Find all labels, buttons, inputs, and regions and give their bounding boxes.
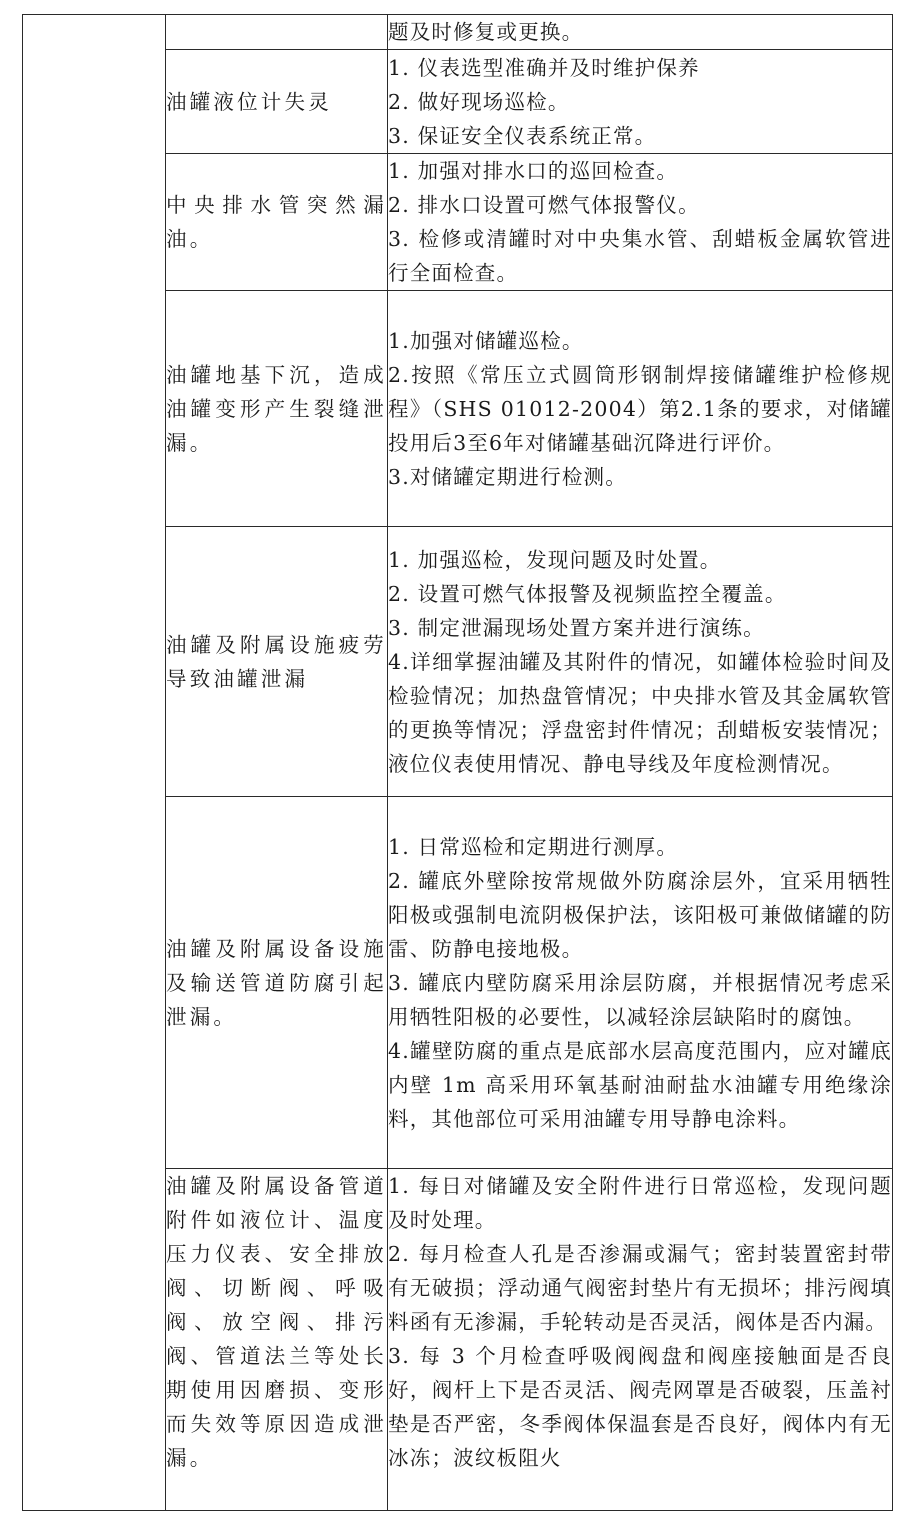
measure-item: 3. 每 3 个月检查呼吸阀阀盘和阀座接触面是否良好，阀杆上下是否灵活、阀壳网罩是否破裂，压盖衬垫是否严密，冬季阀体保温套是否良好，阀体内有无冰冻；波纹板阻火 — [388, 1344, 892, 1470]
measure-item: 4.详细掌握油罐及其附件的情况，如罐体检验时间及检验情况；加热盘管情况；中央排水管及其金属软管的更换等情况；浮盘密封件情况；刮蜡板安装情况；液位仪表使用情况、静电导线及年度检测情况。 — [388, 649, 892, 776]
measure-item: 1.加强对储罐巡检。 — [388, 328, 584, 353]
measures-cell — [388, 154, 893, 291]
measure-item: 2. 罐底外壁除按常规做外防腐涂层外，宜采用牺牲阳极或强制电流阴极保护法，该阳极可兼做储罐的防雷、防静电接地极。 — [388, 868, 892, 961]
cause-cell: 中央排水管突然漏油。 — [166, 154, 388, 291]
cause-cell: 油罐液位计失灵 — [166, 50, 388, 154]
measures-cell — [388, 15, 893, 50]
measure-item: 2.按照《常压立式圆筒形钢制焊接储罐维护检修规程》（SHS 01012-2004）第2.1条的要求，对储罐投用后3至6年对储罐基础沉降进行评价。 — [388, 362, 892, 455]
measure-item: 2. 做好现场巡检。 — [388, 89, 570, 114]
measures-cell — [388, 1169, 893, 1511]
measure-item: 2. 设置可燃气体报警及视频监控全覆盖。 — [388, 581, 787, 606]
cause-cell: 油罐及附属设备管道附件如液位计、温度压力仪表、安全排放阀、切断阀、呼吸阀、放空阀、排污阀、管道法兰等处长期使用因磨损、变形而失效等原因造成泄漏。 — [166, 1169, 388, 1511]
measure-item: 4.罐壁防腐的重点是底部水层高度范围内，应对罐底内壁 1m 高采用环氧基耐油耐盐水油罐专用绝缘涂料，其他部位可采用油罐专用导静电涂料。 — [388, 1038, 892, 1131]
cause-cell: 油罐地基下沉，造成油罐变形产生裂缝泄漏。 — [166, 291, 388, 527]
measure-item: 3. 保证安全仪表系统正常。 — [388, 123, 657, 148]
cause-cell: 油罐及附属设施疲劳导致油罐泄漏 — [166, 527, 388, 797]
measures-cell — [388, 291, 893, 527]
cause-cell: 油罐及附属设备设施及输送管道防腐引起泄漏。 — [166, 797, 388, 1169]
measures-cell — [388, 797, 893, 1169]
measure-item: 题及时修复或更换。 — [388, 20, 584, 44]
measure-item: 2. 排水口设置可燃气体报警仪。 — [388, 193, 700, 217]
measure-item: 1. 每日对储罐及安全附件进行日常巡检，发现问题及时处理。 — [388, 1174, 892, 1232]
cause-cell — [166, 15, 388, 50]
measure-item: 3. 罐底内壁防腐采用涂层防腐，并根据情况考虑采用牺牲阳极的必要性，以减轻涂层缺陷时的腐蚀。 — [388, 970, 892, 1029]
measure-item: 2. 每月检查人孔是否渗漏或漏气；密封装置密封带有无破损；浮动通气阀密封垫片有无损坏；排污阀填料函有无渗漏，手轮转动是否灵活，阀体是否内漏。 — [388, 1242, 892, 1334]
measure-item: 3.对储罐定期进行检测。 — [388, 464, 627, 489]
measure-item: 3. 检修或清罐时对中央集水管、刮蜡板金属软管进行全面检查。 — [388, 227, 892, 285]
measures-cell — [388, 527, 893, 797]
table-row — [23, 15, 893, 50]
measures-cell — [388, 50, 893, 154]
measure-item: 3. 制定泄漏现场处置方案并进行演练。 — [388, 615, 765, 640]
measure-item: 1. 加强巡检，发现问题及时处置。 — [388, 547, 722, 572]
measure-item: 1. 仪表选型准确并及时维护保养 — [388, 55, 700, 80]
risk-measures-table — [22, 14, 893, 1511]
category-cell — [23, 15, 166, 1511]
measure-item: 1. 加强对排水口的巡回检查。 — [388, 159, 679, 183]
measure-item: 1. 日常巡检和定期进行测厚。 — [388, 834, 679, 859]
